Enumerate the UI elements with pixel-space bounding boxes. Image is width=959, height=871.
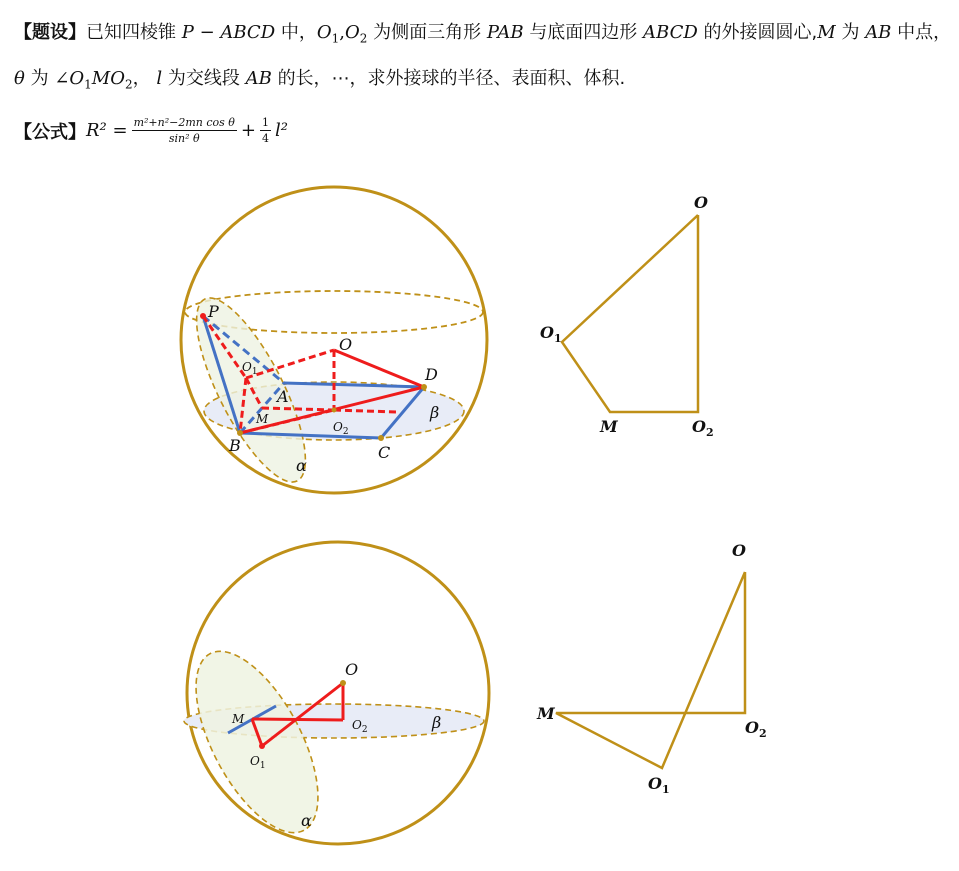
seg-MO2 (252, 719, 343, 720)
angle-symbol: ∠O (54, 68, 85, 89)
formula-denominator: sin² θ (168, 132, 200, 145)
label-O1: $O_1$ (250, 754, 266, 771)
label-O: O (694, 193, 708, 212)
label-O2: $O_2$ (745, 718, 767, 740)
label-alpha: α (296, 456, 307, 475)
label-M: M (256, 412, 269, 426)
quad-OO1MO2 (562, 215, 698, 412)
o2-symbol: O (345, 22, 360, 43)
label-beta: β (432, 713, 442, 732)
angle-sub-2: 2 (124, 77, 133, 92)
label-beta: β (430, 403, 440, 422)
figure-1 (176, 187, 487, 495)
label-O: O (339, 335, 353, 354)
quarter-numerator: 1 (262, 116, 269, 129)
quad-abcd: ABCD (643, 22, 698, 43)
plane-alpha (171, 633, 343, 851)
comma: , (339, 22, 346, 43)
label-M: M (232, 712, 245, 726)
setup-text: 为侧面三角形 (373, 22, 482, 43)
point-O (340, 680, 346, 686)
m-symbol: M (817, 22, 836, 43)
label-O1: $O_1$ (242, 360, 258, 377)
quarter-denominator: 4 (262, 132, 269, 145)
label-O2: $O_2$ (333, 420, 349, 437)
label-M: M (600, 417, 618, 436)
setup-text: 中， (280, 22, 317, 43)
setup-text: 的外接圆圆心, (703, 22, 818, 43)
point-O2 (332, 408, 337, 413)
label-P: P (208, 302, 219, 321)
o1-subscript: 1 (331, 31, 340, 46)
angle-mid: MO (91, 68, 125, 89)
setup-text: ， (132, 68, 151, 89)
setup-text: 与底面四边形 (529, 22, 638, 43)
setup-text: 为交线段 (167, 68, 240, 89)
seg-OD (334, 350, 424, 387)
label-alpha: α (301, 811, 312, 830)
angle-sub-1: 1 (84, 77, 92, 92)
formula-plus: + (240, 120, 256, 141)
label-D: D (425, 365, 438, 384)
figure-3 (171, 542, 489, 851)
label-A: A (277, 387, 289, 406)
figure-4 (536, 541, 767, 796)
quad-crossed (556, 572, 745, 768)
formula-tag: 【公式】 (14, 121, 86, 143)
triangle-pab: PAB (486, 22, 524, 43)
figure-2 (540, 193, 714, 439)
pyramid-label: P − ABCD (181, 22, 276, 43)
label-O1: $O_1$ (540, 323, 562, 345)
formula-numerator: m²+n²−2mn cos θ (133, 116, 235, 129)
formula-tail: l² (275, 120, 288, 141)
setup-text: 的长，⋯，求外接球的半径、表面积、体积. (277, 68, 626, 89)
o1-symbol: O (316, 22, 332, 43)
setup-text: 为 (30, 68, 49, 89)
point-O1 (259, 743, 265, 749)
point-C (378, 435, 384, 441)
theta-symbol: θ (14, 68, 25, 89)
label-O2: $O_2$ (692, 417, 714, 439)
label-M: M (537, 704, 555, 723)
formula-lhs: R² = (86, 120, 128, 141)
label-O1: $O_1$ (648, 774, 670, 796)
setup-text: 中点， (897, 22, 952, 43)
setup-text: 已知四棱锥 (86, 22, 176, 43)
label-C: C (378, 443, 391, 462)
setup-tag: 【题设】 (14, 22, 86, 43)
point-D (421, 384, 427, 390)
l-symbol: l (156, 68, 163, 89)
point-P (200, 313, 206, 319)
label-O2: $O_2$ (352, 718, 368, 735)
ab-symbol-2: AB (245, 68, 272, 89)
label-B: B (229, 436, 241, 455)
label-O: O (345, 660, 359, 679)
label-O: O (732, 541, 746, 560)
setup-text: 为 (841, 22, 860, 43)
o2-subscript: 2 (359, 31, 368, 46)
ab-symbol: AB (865, 22, 892, 43)
